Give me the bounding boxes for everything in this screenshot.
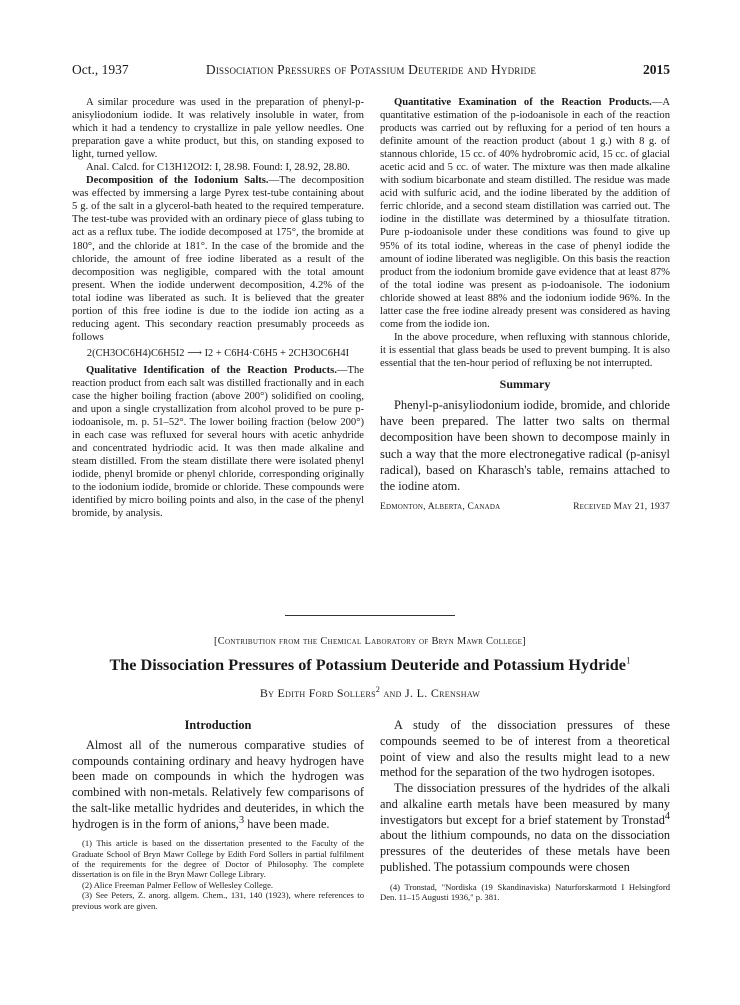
left-column-top (72, 96, 364, 521)
paragraph: A similar procedure was used in the preparation of phenyl-p-anisyliodonium iodide. It was relatively insoluble in water, from which it had a tendency to crystallize in pale yellow needles. One preparation gave a white product, but this, on standing exposed to light, turned yellow. (72, 97, 364, 161)
paragraph-text: —A quantitative estimation of the p-iodoanisole in each of the reaction products was carried out by refluxing for a period of ten hours a definite amount of the reaction product (about 1 g.) with 8 g. of stannous chloride, 15 cc. of 40% hydrobromic acid, 15 cc. of glacial acetic acid and 5 cc. of water. The mixture was then made alkaline with sodium bicarbonate and steam distilled. The residue was made acid with sulfuric acid, and the iodine liberated by the addition of ferric chloride, and a second steam distillation was carried out. The iodine in the distillate was determined by a thiosulfate titration. Pure p-iodoanisole under these conditions was found to give up 95% of its total iodine, whereas in the case of phenyl iodide the amount of iodine liberated was negligible. On this basis the reaction product from the iodonium bromide gave evidence that at least 87% of the total iodine was present as p-iodoanisole. The iodonium chloride showed at least 88% and the iodonium iodide 96%. In the latter case the free iodine already present was considered as having come from the iodide ion. (380, 97, 670, 330)
footnote: (4) Tronstad, "Nordiska (19 Skandinaviska) Naturforskarmotd I Helsingford Den. 11–15 Augusti 1936," p. 381. (380, 881, 670, 902)
right-column-bottom (380, 718, 670, 902)
paragraph (380, 781, 670, 876)
paragraph: A study of the dissociation pressures of these compounds seemed to be of interest from a theoretical point of view and also the results might lead to a new method for the separation of the two hydrogen isotopes. (380, 718, 670, 780)
byline-prefix: By (259, 686, 275, 700)
received-date: Received May 21, 1937 (573, 501, 670, 513)
paragraph-text: Almost all of the numerous comparative studies of compounds containing ordinary and heavy hydrogen have been made on compounds in which the hydrogen was combined with non-metals. Relatively few comparisons of the salt-like metallic hydrides and deuterides, in which the hydrogen is in the form of anions, (72, 737, 364, 831)
summary-text: Phenyl-p-anisyliodonium iodide, bromide, and chloride have been prepared. The latter two salts on thermal decomposition have been shown to decompose mainly in such a way that the more electronegative radical (p-anisyl radical), based on Kharasch's table, remains attached to the iodine atom. (380, 398, 670, 494)
paragraph-text: have been made. (244, 816, 330, 831)
running-title: Dissociation Pressures of Potassium Deuteride and Hydride (205, 62, 537, 77)
issue-date: Oct., 1937 (72, 62, 129, 77)
section-heading: Decomposition of the Iodonium Salts. (86, 175, 269, 187)
paragraph: In the above procedure, when refluxing with stannous chloride, it is essential that glass beads be used to prevent bumping. It is also essential that the ten-hour period of refluxing be not interrupted. (380, 331, 670, 369)
footnote-ref: 1 (626, 655, 631, 666)
footnotes (380, 882, 670, 903)
author-name: J. L. Crenshaw (405, 686, 481, 700)
author-name: Edith Ford Sollers (277, 686, 376, 700)
location: Edmonton, Alberta, Canada (380, 501, 501, 513)
section-heading: Qualitative Identification of the Reaction Products. (86, 364, 337, 376)
reaction-equation: 2(CH3OC6H4)C6H5I2 ⟶ I2 + C6H4·C6H5 + 2CH3OC6H4I (86, 347, 350, 359)
contribution-line: [Contribution from the Chemical Laboratory of Bryn Mawr College] (214, 636, 526, 647)
paragraph-text: —The reaction product from each salt was distilled fractionally and in each case the higher boiling fraction (above 200°) solidified on cooling, and upon a single crystallization from alcohol proved to be pure p-iodoanisole, m. p. 51–52°. The lower boiling fraction (below 200°) in each case was refluxed for several hours with acetic anhydride and concentrated hydriodic acid. It was then made alkaline and steam distilled. From the steam distillate there were isolated phenyl iodide, phenyl bromide or phenyl chloride, corresponding originally to the iodonium iodide, bromide or chloride. These compounds were identified by micro boiling points and also, in the case of the phenyl bromide, by analysis. (72, 364, 364, 520)
footnote-ref: 4 (664, 810, 670, 822)
signature-line (380, 500, 670, 513)
running-header (72, 62, 670, 82)
paragraph (380, 96, 670, 331)
footnote: (2) Alice Freeman Palmer Fellow of Wellesley College. (82, 879, 274, 890)
footnote-ref: 2 (375, 685, 381, 694)
analysis-paragraph: Anal. Calcd. for C13H12OI2: I, 28.98. Found: I, 28.92, 28.80. (86, 162, 350, 174)
paragraph-text: about the lithium compounds, no data on the dissociation pressures of the deuterides of these metals have been published. The potassium compounds were chosen (380, 828, 670, 874)
footnote: (1) This article is based on the dissertation presented to the Faculty of the Graduate School of Bryn Mawr College by Edith Ford Sollers in partial fulfilment of the requirements for the degree of Doctor of Philosophy. The complete dissertation is on file in the Bryn Mawr College Library. (72, 838, 364, 880)
footnotes (72, 838, 364, 911)
article-title-text: The Dissociation Pressures of Potassium Deuteride and Potassium Hydride (109, 656, 626, 674)
byline-and: and (383, 686, 402, 700)
left-column-bottom (72, 718, 364, 911)
section-heading: Quantitative Examination of the Reaction Products. (394, 97, 652, 108)
byline (0, 686, 740, 701)
paragraph (72, 738, 364, 833)
footnote: (3) See Peters, Z. anorg. allgem. Chem., 131, 140 (1923), where references to previous work are given. (72, 890, 364, 911)
page-number: 2015 (643, 62, 670, 77)
paragraph-text: —The decomposition was effected by immersing a large Pyrex test-tube containing about 5 g. of the salt in a glycerol-bath heated to the required temperature. The test-tube was provided with an ordinary piece of glass tubing to act as a reflux tube. The iodide decomposed at 175°, the bromide at 180°, and the chloride at 181°. In the case of the bromide and the chloride, the amount of free iodine liberated as a result of the decomposition was negligible, compared with the total amount present. When the iodide underwent decomposition, 4.2% of the total iodine was liberated as such. It is believed that the greater portion of this free iodine is due to the iodide ion acting as a reducing agent. This secondary reaction presumably proceeds as follows (72, 175, 364, 343)
paragraph-text: The dissociation pressures of the hydrides of the alkali and alkaline earth metals have been measured by many investigators but except for a brief statement by Tronstad (380, 781, 670, 827)
article-title (0, 656, 740, 675)
right-column-top (380, 96, 670, 513)
summary-block (380, 397, 670, 494)
paragraph (72, 364, 364, 521)
section-divider (285, 615, 455, 616)
paragraph (72, 174, 364, 344)
footnote-ref: 3 (239, 814, 245, 826)
introduction-heading: Introduction (184, 718, 252, 732)
summary-heading: Summary (499, 376, 551, 391)
